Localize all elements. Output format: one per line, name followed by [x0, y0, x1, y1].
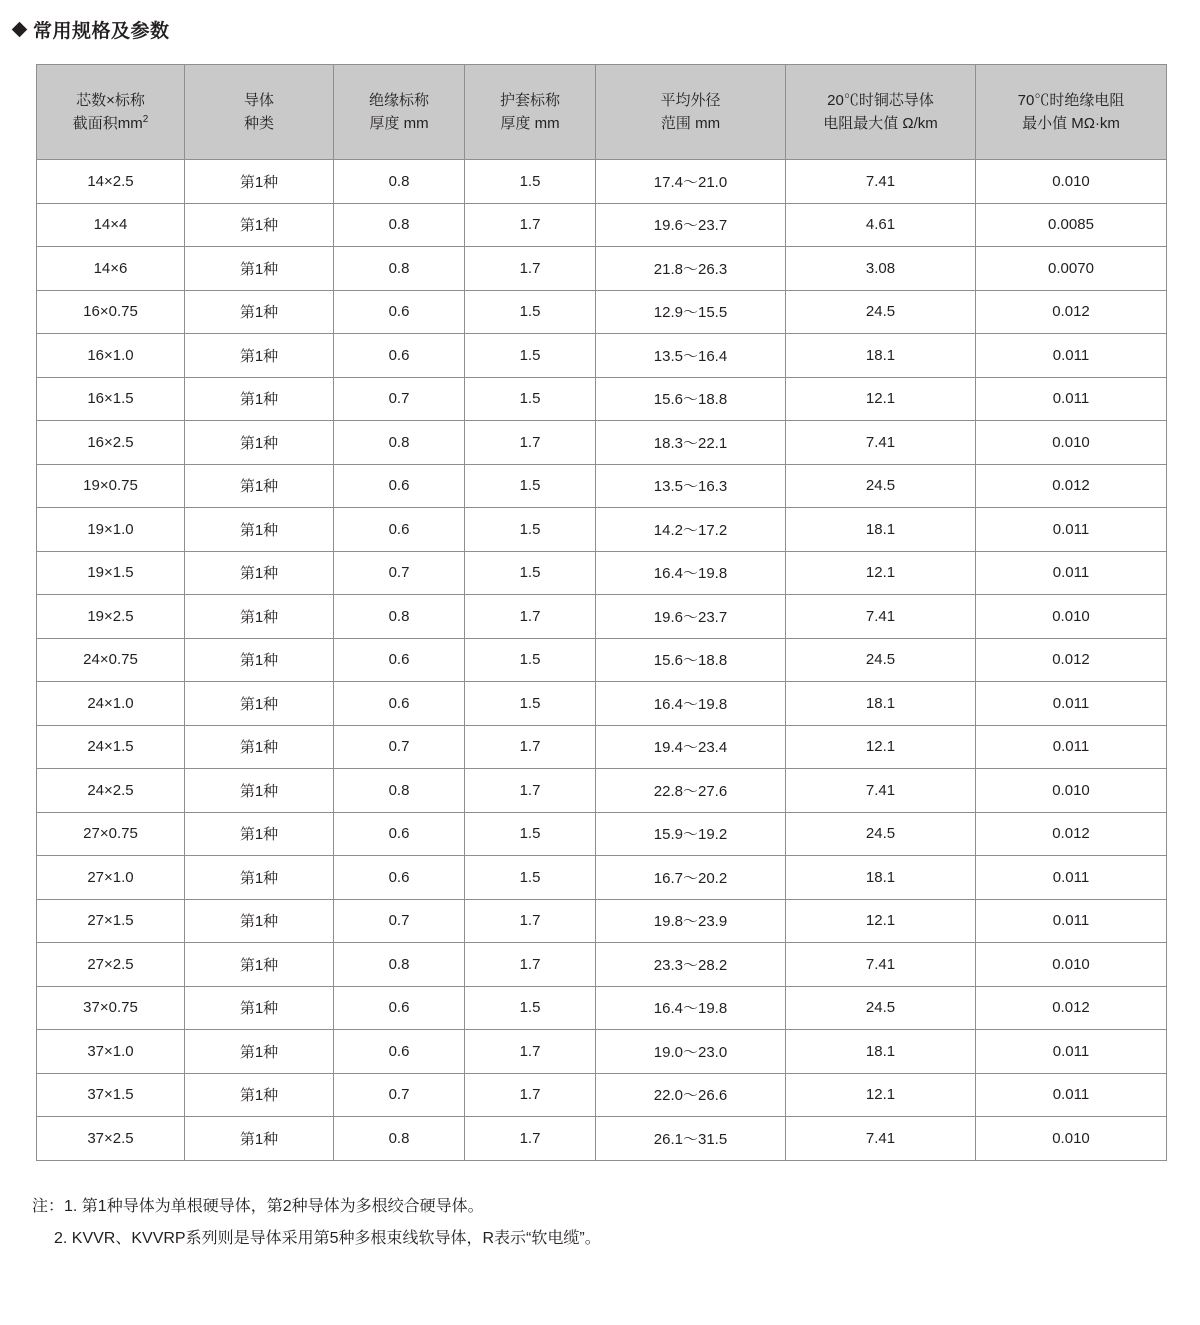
- table-cell: 0.011: [976, 899, 1167, 943]
- table-row: [37, 856, 1167, 900]
- table-cell: 1.5: [465, 682, 596, 726]
- table-row: [37, 943, 1167, 987]
- table-cell: 0.012: [976, 812, 1167, 856]
- table-cell: 12.1: [786, 1073, 976, 1117]
- table-cell: 0.011: [976, 1073, 1167, 1117]
- table-cell: 12.9～15.5: [596, 290, 786, 334]
- table-cell: 1.5: [465, 334, 596, 378]
- table-cell: 1.7: [465, 769, 596, 813]
- table-cell: 1.5: [465, 551, 596, 595]
- table-cell: 7.41: [786, 769, 976, 813]
- table-cell: 0.7: [334, 551, 465, 595]
- table-cell: 第1种: [185, 1117, 334, 1161]
- table-cell: 第1种: [185, 1073, 334, 1117]
- table-cell: 16×1.5: [37, 377, 185, 421]
- table-cell: 14×4: [37, 203, 185, 247]
- table-cell: 第1种: [185, 508, 334, 552]
- table-cell: 1.5: [465, 638, 596, 682]
- table-cell: 15.6～18.8: [596, 377, 786, 421]
- table-cell: 0.7: [334, 377, 465, 421]
- table-row: [37, 986, 1167, 1030]
- table-cell: 24×0.75: [37, 638, 185, 682]
- table-cell: 27×0.75: [37, 812, 185, 856]
- table-cell: 0.6: [334, 1030, 465, 1074]
- table-cell: 0.012: [976, 290, 1167, 334]
- table-cell: 16×2.5: [37, 421, 185, 465]
- table-cell: 0.6: [334, 986, 465, 1030]
- table-cell: 0.0085: [976, 203, 1167, 247]
- table-cell: 15.6～18.8: [596, 638, 786, 682]
- table-cell: 0.010: [976, 595, 1167, 639]
- table-cell: 0.6: [334, 464, 465, 508]
- table-cell: 17.4～21.0: [596, 160, 786, 204]
- table-cell: 0.010: [976, 421, 1167, 465]
- table-cell: 1.7: [465, 1117, 596, 1161]
- table-cell: 第1种: [185, 595, 334, 639]
- table-row: [37, 638, 1167, 682]
- column-header-core-section-line2: 截面积$mm^2$: [72, 114, 149, 132]
- table-cell: 第1种: [185, 203, 334, 247]
- table-cell: 0.010: [976, 769, 1167, 813]
- column-header-core-section: 芯数×标称 截面积$mm^2$: [37, 65, 185, 160]
- table-cell: 0.6: [334, 682, 465, 726]
- table-cell: 16×0.75: [37, 290, 185, 334]
- table-cell: 21.8～26.3: [596, 247, 786, 291]
- table-cell: 1.7: [465, 725, 596, 769]
- table-cell: 1.7: [465, 247, 596, 291]
- table-cell: 16.4～19.8: [596, 986, 786, 1030]
- table-cell: 0.6: [334, 638, 465, 682]
- column-header-conductor-resistance: 20℃时铜芯导体 电阻最大值 Ω/km: [786, 65, 976, 160]
- table-cell: 3.08: [786, 247, 976, 291]
- table-cell: 0.0070: [976, 247, 1167, 291]
- table-cell: 0.8: [334, 1117, 465, 1161]
- table-row: [37, 682, 1167, 726]
- table-cell: 18.1: [786, 334, 976, 378]
- table-cell: 19.6～23.7: [596, 595, 786, 639]
- table-cell: 1.7: [465, 595, 596, 639]
- table-row: [37, 203, 1167, 247]
- table-cell: 23.3～28.2: [596, 943, 786, 987]
- table-cell: 16.7～20.2: [596, 856, 786, 900]
- table-cell: 22.0～26.6: [596, 1073, 786, 1117]
- table-cell: 13.5～16.3: [596, 464, 786, 508]
- table-cell: 0.8: [334, 769, 465, 813]
- table-cell: 0.011: [976, 334, 1167, 378]
- table-cell: 0.011: [976, 377, 1167, 421]
- table-cell: 18.1: [786, 856, 976, 900]
- table-cell: 1.5: [465, 377, 596, 421]
- table-cell: 19×0.75: [37, 464, 185, 508]
- table-row: [37, 508, 1167, 552]
- column-header-sheath-thickness: 护套标称 厚度 mm: [465, 65, 596, 160]
- table-cell: 0.6: [334, 812, 465, 856]
- table-cell: 19.6～23.7: [596, 203, 786, 247]
- table-cell: 0.8: [334, 247, 465, 291]
- table-cell: 37×2.5: [37, 1117, 185, 1161]
- table-cell: 0.7: [334, 1073, 465, 1117]
- table-cell: 1.7: [465, 421, 596, 465]
- table-cell: 1.5: [465, 812, 596, 856]
- table-cell: 19×2.5: [37, 595, 185, 639]
- page-title: [0, 0, 1200, 44]
- table-cell: 37×1.0: [37, 1030, 185, 1074]
- table-row: [37, 247, 1167, 291]
- column-header-insulation-resistance: 70℃时绝缘电阻 最小值 MΩ·km: [976, 65, 1167, 160]
- table-cell: 1.5: [465, 986, 596, 1030]
- table-cell: 第1种: [185, 725, 334, 769]
- column-header-insulation-thickness: 绝缘标称 厚度 mm: [334, 65, 465, 160]
- table-cell: 19×1.5: [37, 551, 185, 595]
- table-row: [37, 1117, 1167, 1161]
- table-row: [37, 1073, 1167, 1117]
- table-cell: 13.5～16.4: [596, 334, 786, 378]
- table-cell: 24×2.5: [37, 769, 185, 813]
- table-cell: 0.6: [334, 508, 465, 552]
- table-row: [37, 1030, 1167, 1074]
- table-cell: 0.011: [976, 856, 1167, 900]
- table-cell: 16.4～19.8: [596, 551, 786, 595]
- table-cell: 19.4～23.4: [596, 725, 786, 769]
- table-cell: 24.5: [786, 290, 976, 334]
- table-cell: 12.1: [786, 899, 976, 943]
- table-cell: 第1种: [185, 638, 334, 682]
- table-cell: 第1种: [185, 943, 334, 987]
- table-cell: 4.61: [786, 203, 976, 247]
- table-cell: 1.5: [465, 290, 596, 334]
- note-line-1: 注：1. 第1种导体为单根硬导体，第2种导体为多根绞合硬导体。: [32, 1197, 484, 1215]
- table-row: [37, 464, 1167, 508]
- table-cell: 18.1: [786, 1030, 976, 1074]
- table-cell: 19×1.0: [37, 508, 185, 552]
- diamond-bullet-icon: [12, 22, 28, 38]
- table-cell: 0.7: [334, 725, 465, 769]
- table-cell: 0.012: [976, 464, 1167, 508]
- table-cell: 第1种: [185, 464, 334, 508]
- table-cell: 24×1.5: [37, 725, 185, 769]
- table-cell: 7.41: [786, 160, 976, 204]
- table-row: [37, 595, 1167, 639]
- table-cell: 1.7: [465, 1030, 596, 1074]
- note-line-2: 2. KVVR、KVVRP系列则是导体采用第5种多根束线软导体，R表示“软电缆”。: [54, 1229, 601, 1247]
- column-header-average-outer-diameter: 平均外径 范围 mm: [596, 65, 786, 160]
- table-cell: 0.011: [976, 551, 1167, 595]
- table-cell: 0.8: [334, 160, 465, 204]
- table-header: [37, 65, 1167, 160]
- table-cell: 0.010: [976, 160, 1167, 204]
- table-cell: 1.5: [465, 856, 596, 900]
- table-cell: 14.2～17.2: [596, 508, 786, 552]
- table-cell: 1.7: [465, 1073, 596, 1117]
- table-cell: 14×2.5: [37, 160, 185, 204]
- table-cell: 第1种: [185, 377, 334, 421]
- table-cell: 第1种: [185, 769, 334, 813]
- table-cell: 0.011: [976, 508, 1167, 552]
- table-cell: 12.1: [786, 725, 976, 769]
- table-cell: 0.012: [976, 986, 1167, 1030]
- table-row: [37, 334, 1167, 378]
- table-cell: 37×0.75: [37, 986, 185, 1030]
- table-cell: 1.5: [465, 508, 596, 552]
- table-cell: 第1种: [185, 551, 334, 595]
- table-cell: 18.1: [786, 508, 976, 552]
- table-cell: 第1种: [185, 247, 334, 291]
- table-cell: 24.5: [786, 464, 976, 508]
- table-cell: 第1种: [185, 682, 334, 726]
- table-row: [37, 725, 1167, 769]
- table-cell: 0.8: [334, 943, 465, 987]
- table-row: [37, 769, 1167, 813]
- table-cell: 0.011: [976, 725, 1167, 769]
- table-cell: 第1种: [185, 856, 334, 900]
- table-body: [37, 160, 1167, 1161]
- table-cell: 15.9～19.2: [596, 812, 786, 856]
- table-row: [37, 160, 1167, 204]
- table-cell: 19.0～23.0: [596, 1030, 786, 1074]
- table-cell: 26.1～31.5: [596, 1117, 786, 1161]
- table-row: [37, 421, 1167, 465]
- table-cell: 第1种: [185, 899, 334, 943]
- table-cell: 24.5: [786, 638, 976, 682]
- table-cell: 第1种: [185, 421, 334, 465]
- table-cell: 27×2.5: [37, 943, 185, 987]
- table-row: [37, 551, 1167, 595]
- table-cell: 1.7: [465, 203, 596, 247]
- spec-table: [36, 64, 1167, 1161]
- table-cell: 0.6: [334, 334, 465, 378]
- table-cell: 0.6: [334, 290, 465, 334]
- table-cell: 18.3～22.1: [596, 421, 786, 465]
- table-cell: 0.8: [334, 595, 465, 639]
- table-row: [37, 290, 1167, 334]
- table-cell: 18.1: [786, 682, 976, 726]
- table-cell: 24×1.0: [37, 682, 185, 726]
- table-cell: 0.012: [976, 638, 1167, 682]
- table-row: [37, 812, 1167, 856]
- table-cell: 37×1.5: [37, 1073, 185, 1117]
- table-cell: 0.8: [334, 421, 465, 465]
- table-header-row: [37, 65, 1167, 160]
- table-cell: 12.1: [786, 551, 976, 595]
- table-cell: 0.8: [334, 203, 465, 247]
- table-cell: 14×6: [37, 247, 185, 291]
- table-cell: 24.5: [786, 812, 976, 856]
- table-cell: 7.41: [786, 595, 976, 639]
- table-row: [37, 899, 1167, 943]
- table-cell: 22.8～27.6: [596, 769, 786, 813]
- table-cell: 7.41: [786, 943, 976, 987]
- page-title-label: 常用规格及参数: [33, 20, 170, 42]
- table-cell: 第1种: [185, 812, 334, 856]
- table-cell: 0.011: [976, 1030, 1167, 1074]
- table-cell: 1.5: [465, 464, 596, 508]
- table-cell: 0.7: [334, 899, 465, 943]
- table-cell: 0.010: [976, 1117, 1167, 1161]
- table-cell: 第1种: [185, 160, 334, 204]
- table-cell: 7.41: [786, 1117, 976, 1161]
- table-cell: 第1种: [185, 986, 334, 1030]
- table-cell: 24.5: [786, 986, 976, 1030]
- table-cell: 第1种: [185, 334, 334, 378]
- table-cell: 第1种: [185, 290, 334, 334]
- table-cell: 1.7: [465, 899, 596, 943]
- table-cell: 0.011: [976, 682, 1167, 726]
- column-header-conductor-type: 导体 种类: [185, 65, 334, 160]
- table-cell: 27×1.5: [37, 899, 185, 943]
- table-cell: 1.7: [465, 943, 596, 987]
- table-cell: 12.1: [786, 377, 976, 421]
- table-cell: 7.41: [786, 421, 976, 465]
- table-cell: 27×1.0: [37, 856, 185, 900]
- table-cell: 16.4～19.8: [596, 682, 786, 726]
- table-cell: 1.5: [465, 160, 596, 204]
- table-cell: 0.010: [976, 943, 1167, 987]
- table-row: [37, 377, 1167, 421]
- table-cell: 19.8～23.9: [596, 899, 786, 943]
- notes-block: [32, 1191, 1200, 1255]
- table-cell: 第1种: [185, 1030, 334, 1074]
- table-cell: 0.6: [334, 856, 465, 900]
- table-cell: 16×1.0: [37, 334, 185, 378]
